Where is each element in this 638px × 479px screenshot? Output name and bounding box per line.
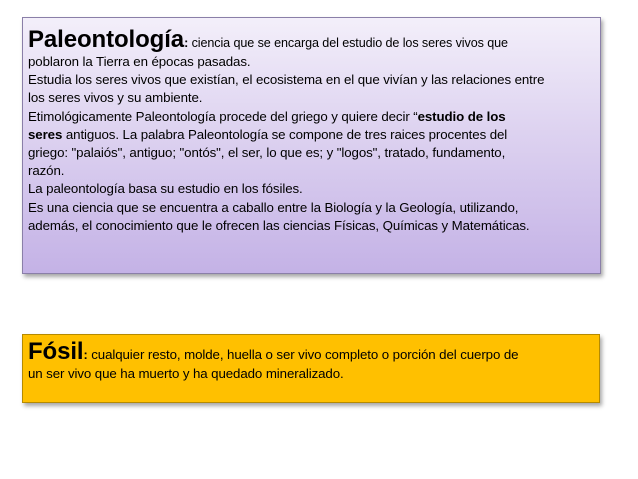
paleontologia-heading-line xyxy=(28,26,594,53)
etymology-text-2: antiguos. La palabra Paleontología se compone de tres raices procentes del xyxy=(62,126,508,142)
paleontologia-box xyxy=(22,17,601,274)
fosil-definition-end: un ser vivo que ha muerto y ha quedado mineralizado. xyxy=(28,366,344,381)
text-line: Estudia los seres vivos que existían, el ecosistema en el que vivían y las relaciones entre xyxy=(28,72,545,88)
text-line: los seres vivos y su ambiente. xyxy=(28,90,203,106)
text-line: además, el conocimiento que le ofrecen las ciencias Físicas, Químicas y Matemáticas. xyxy=(28,217,530,233)
etymology-line-2 xyxy=(28,126,594,144)
title-colon: : xyxy=(184,36,189,50)
fosil-title: Fósil xyxy=(28,338,84,365)
text-line: poblaron la Tierra en épocas pasadas. xyxy=(28,54,251,69)
etymology-text: Etimológicamente Paleontología procede del griego y quiere decir “ xyxy=(28,108,418,124)
title-colon: : xyxy=(83,348,88,362)
etymology-line xyxy=(28,108,594,126)
text-line: La paleontología basa su estudio en los fósiles. xyxy=(28,181,303,197)
fosil-box xyxy=(22,334,600,403)
etymology-bold-phrase: estudio de los xyxy=(417,108,506,124)
etymology-bold-word: seres xyxy=(28,126,63,142)
text-line: Es una ciencia que se encuentra a caballo entre la Biología y la Geología, utilizando, xyxy=(28,199,519,215)
fosil-heading-line xyxy=(28,338,593,365)
text-line: griego: "palaiós", antiguo; "ontós", el ser, lo que es; y "logos", tratado, fundamento, xyxy=(28,145,506,161)
fosil-definition-start: cualquier resto, molde, huella o ser vivo completo o porción del cuerpo de xyxy=(87,347,519,362)
paleontologia-title: Paleontología xyxy=(28,26,185,53)
text-line: razón. xyxy=(28,163,65,179)
paleontologia-definition-start: ciencia que se encarga del estudio de los seres vivos que xyxy=(188,36,508,50)
